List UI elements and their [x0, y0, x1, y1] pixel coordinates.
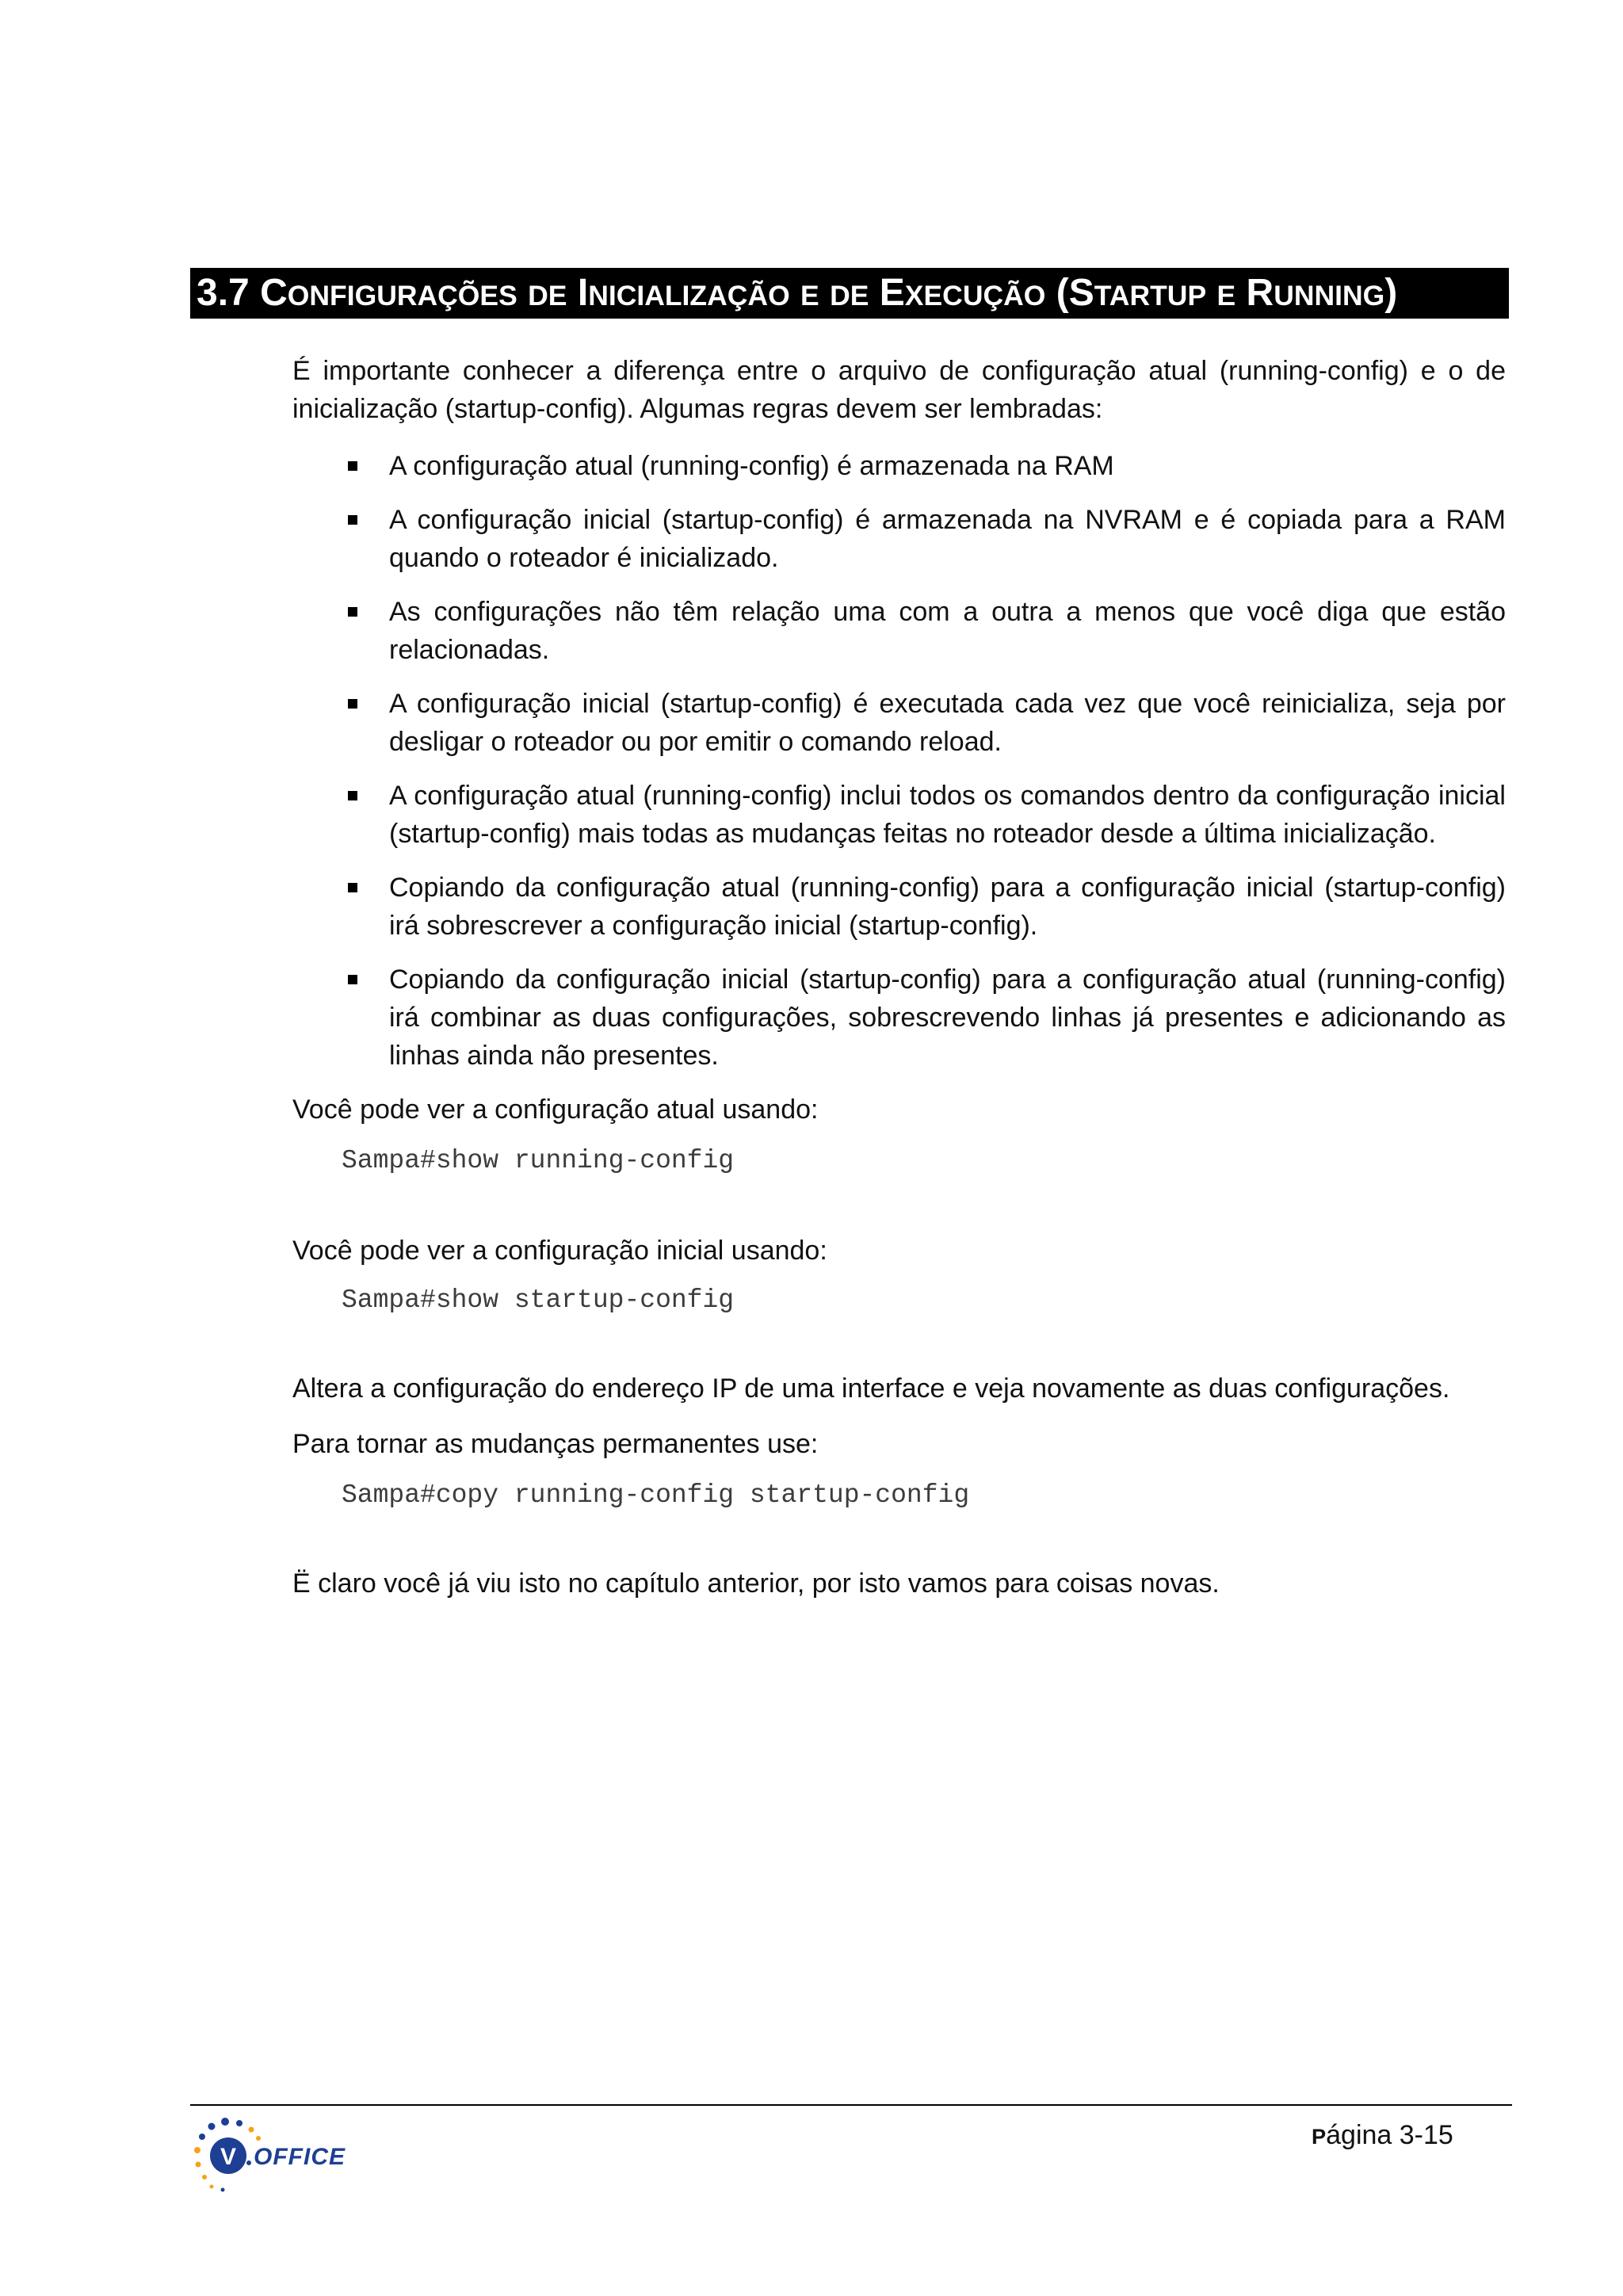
page-content: [292, 352, 1506, 1603]
title-small-caps-run: E: [1216, 280, 1236, 311]
bullet-marker: [348, 461, 357, 471]
list-item: [389, 593, 1506, 669]
list-item: [389, 869, 1506, 945]
logo-dot: [221, 2188, 225, 2192]
persist-label: Para tornar as mudanças permanentes use:: [292, 1429, 819, 1459]
title-small-caps-run: DE: [528, 280, 567, 311]
list-item-text: Copiando da configuração atual (running-config) para a configuração inicial (startup-config) irá sobrescrever a configuração inicial (startup-config).: [389, 873, 1506, 941]
title-capital-run: C: [260, 272, 288, 314]
list-item-text: A configuração atual (running-config) inclui todos os comandos dentro da configuração inicial (startup-config) mais todas as mudanças feitas no roteador desde a última inicialização.: [389, 781, 1506, 849]
list-item-text: As configurações não têm relação uma com a outra a menos que você diga que estão relacionadas.: [389, 597, 1506, 665]
bullet-marker: [348, 515, 357, 525]
title-capital-run: (S: [1056, 272, 1094, 314]
logo-dot: [208, 2123, 216, 2130]
title-small-caps-run: ONFIGURAÇÕES: [287, 280, 517, 311]
copy-config-command: Sampa#copy running-config startup-config: [342, 1480, 970, 1510]
voffice-logo: [190, 2112, 372, 2199]
logo-dot: [221, 2118, 229, 2126]
title-small-caps-run: DE: [830, 280, 869, 311]
logo-dot: [246, 2160, 251, 2165]
bullet-marker: [348, 791, 357, 800]
title-capital-run: E: [879, 272, 905, 314]
title-small-caps-run: E: [800, 280, 819, 311]
bullet-marker: [348, 883, 357, 892]
section-heading: [190, 268, 1509, 319]
running-config-command: Sampa#show running-config: [342, 1146, 735, 1175]
bullet-marker: [348, 699, 357, 709]
title-capital-run: R: [1246, 272, 1274, 314]
bullet-marker: [348, 975, 357, 984]
running-config-label: Você pode ver a configuração atual usando:: [292, 1095, 819, 1125]
instruction-paragraph: Altera a configuração do endereço IP de uma interface e veja novamente as duas configurações.: [292, 1373, 1450, 1404]
title-small-caps-run: XECUÇÃO: [904, 280, 1046, 311]
logo-dot: [196, 2162, 201, 2168]
logo-dot: [236, 2120, 242, 2126]
logo-dot: [256, 2136, 261, 2141]
list-item-text: A configuração atual (running-config) é armazenada na RAM: [389, 451, 1114, 481]
closing-paragraph: Ë claro você já viu isto no capítulo anterior, por isto vamos para coisas novas.: [292, 1568, 1220, 1599]
logo-dot: [194, 2147, 200, 2153]
title-capital-run: ): [1384, 272, 1398, 314]
logo-mark-letter: V: [220, 2144, 237, 2170]
list-item-text: A configuração inicial (startup-config) é executada cada vez que você reinicializa, seja por desligar o roteador ou por emitir o comando reload.: [389, 689, 1506, 757]
bullet-marker: [348, 607, 357, 617]
title-small-caps-run: NICIALIZAÇÃO: [588, 280, 790, 311]
title-small-caps-run: UNNING: [1274, 280, 1385, 311]
rules-list: [292, 447, 1506, 1075]
startup-config-command: Sampa#show startup-config: [342, 1286, 735, 1315]
list-item-text: A configuração inicial (startup-config) é armazenada na NVRAM e é copiada para a RAM quando o roteador é inicializado.: [389, 505, 1506, 573]
list-item: [389, 961, 1506, 1075]
logo-dot: [249, 2127, 254, 2133]
section-number: 3.7: [197, 272, 250, 314]
title-small-caps-run: TARTUP: [1094, 280, 1207, 311]
footer-divider: [190, 2104, 1512, 2106]
list-item: [389, 777, 1506, 853]
logo-dot: [202, 2175, 207, 2179]
logo-dot: [199, 2134, 205, 2140]
intro-paragraph: É importante conhecer a diferença entre o arquivo de configuração atual (running-config) e o de inicialização (startup-config). Algumas regras devem ser lembradas:: [292, 356, 1506, 424]
title-capital-run: I: [577, 272, 589, 314]
list-item: [389, 685, 1506, 761]
section-title: [260, 272, 1397, 314]
startup-config-label: Você pode ver a configuração inicial usando:: [292, 1236, 827, 1266]
logo-wordmark: OFFICE: [254, 2144, 346, 2170]
list-item-text: Copiando da configuração inicial (startup-config) para a configuração atual (running-config) irá combinar as duas configurações, sobrescrevendo linhas já presentes e adicionando as linhas ainda não presentes.: [389, 965, 1506, 1071]
list-item: [389, 501, 1506, 577]
list-item: [389, 447, 1506, 485]
logo-dot: [210, 2185, 214, 2189]
page-number: Página 3-15: [1312, 2120, 1453, 2150]
